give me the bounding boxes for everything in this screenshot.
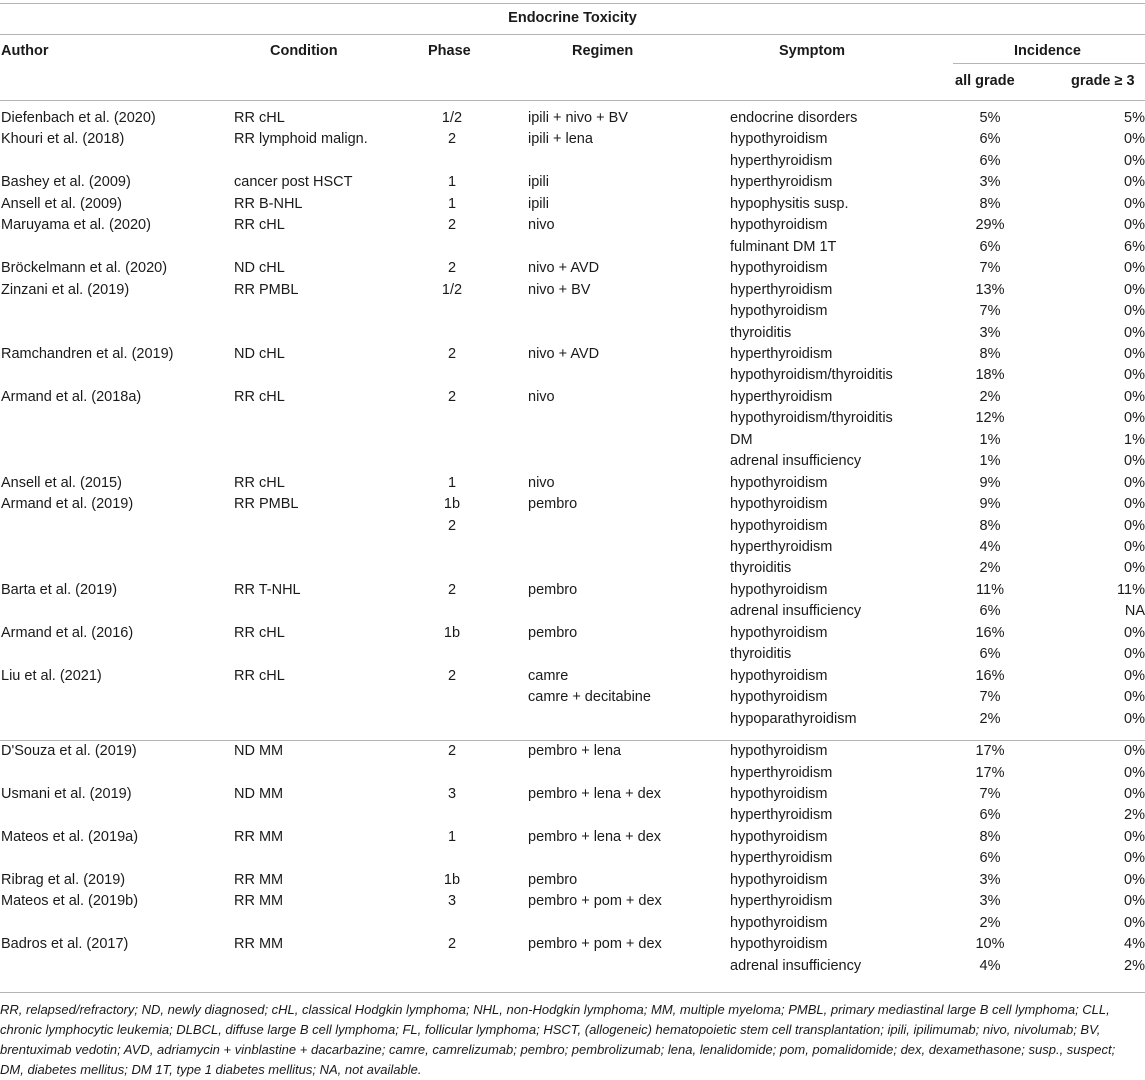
cell-grade3: 0%	[1124, 871, 1145, 888]
cell-phase: 1	[447, 174, 457, 191]
cell-condition: RR T-NHL	[234, 581, 301, 598]
cell-symptom: hypoparathyroidism	[730, 710, 857, 727]
cell-phase: 1b	[443, 496, 461, 513]
cell-symptom: hypothyroidism	[730, 217, 828, 234]
cell-grade3: 0%	[1124, 764, 1145, 781]
cell-phase: 1	[447, 828, 457, 845]
cell-symptom: hypothyroidism	[730, 517, 828, 534]
cell-grade3: 0%	[1124, 324, 1145, 341]
cell-symptom: hypothyroidism	[730, 496, 828, 513]
cell-phase: 2	[447, 743, 457, 760]
cell-grade3: 0%	[1124, 131, 1145, 148]
cell-grade3: 0%	[1124, 539, 1145, 555]
cell-all-grade: 4%	[979, 539, 1001, 555]
table-row	[0, 582, 1145, 603]
table-bottom-rule	[0, 992, 1145, 993]
cell-regimen: pembro	[528, 624, 578, 641]
cell-all-grade: 13%	[975, 281, 1005, 298]
cell-phase: 1	[447, 195, 457, 212]
cell-symptom: hyperthyroidism	[730, 388, 833, 405]
cell-condition: ND cHL	[234, 345, 285, 362]
cell-all-grade: 11%	[976, 581, 1004, 598]
cell-grade3: 4%	[1124, 936, 1145, 953]
header-symptom: Symptom	[779, 43, 846, 59]
cell-phase: 2	[447, 581, 457, 598]
table-row	[0, 496, 1145, 517]
cell-all-grade: 4%	[979, 957, 1001, 974]
cell-symptom: thyroiditis	[730, 324, 792, 341]
cell-grade3: 0%	[1124, 828, 1145, 845]
table-row	[0, 239, 1145, 260]
header-phase: Phase	[428, 43, 471, 59]
cell-phase: 2	[447, 517, 457, 534]
cell-all-grade: 1%	[979, 453, 1001, 470]
cell-regimen: pembro + pom + dex	[528, 893, 662, 910]
table-title: Endocrine Toxicity	[508, 10, 637, 26]
cell-phase: 2	[447, 260, 457, 277]
cell-all-grade: 8%	[979, 345, 1001, 362]
cell-symptom: fulminant DM 1T	[730, 238, 837, 255]
cell-regimen: ipili	[528, 174, 549, 191]
header-all-grade: all grade	[955, 73, 1015, 89]
table-row	[0, 153, 1145, 174]
cell-all-grade: 6%	[979, 850, 1001, 867]
cell-symptom: hypothyroidism	[730, 131, 828, 148]
cell-author: Badros et al. (2017)	[1, 936, 129, 953]
cell-symptom: hypothyroidism	[730, 828, 828, 845]
cell-all-grade: 6%	[979, 238, 1001, 255]
cell-grade3: NA	[1124, 603, 1145, 620]
cell-condition: RR PMBL	[234, 281, 299, 298]
table-row	[0, 807, 1145, 828]
cell-author: Ramchandren et al. (2019)	[1, 345, 174, 362]
cell-author: Ansell et al. (2015)	[1, 474, 122, 491]
cell-grade3: 0%	[1124, 195, 1145, 212]
cell-grade3: 2%	[1124, 807, 1145, 824]
cell-condition: RR cHL	[234, 217, 285, 234]
cell-grade3: 0%	[1124, 517, 1145, 534]
cell-all-grade: 6%	[979, 131, 1001, 148]
cell-all-grade: 16%	[975, 667, 1005, 684]
cell-condition: RR cHL	[234, 110, 285, 126]
cell-all-grade: 12%	[975, 410, 1005, 427]
table-row	[0, 453, 1145, 474]
cell-symptom: hyperthyroidism	[730, 807, 833, 824]
cell-symptom: hyperthyroidism	[730, 174, 833, 191]
cell-condition: RR cHL	[234, 474, 285, 491]
cell-phase: 2	[447, 936, 457, 953]
table-row	[0, 689, 1145, 710]
cell-symptom: hypothyroidism/thyroiditis	[730, 367, 893, 384]
cell-regimen: ipili	[528, 195, 549, 212]
table-row	[0, 389, 1145, 410]
cell-grade3: 0%	[1124, 646, 1145, 663]
cell-condition: RR B-NHL	[234, 195, 303, 212]
cell-author: Khouri et al. (2018)	[1, 131, 125, 148]
table-row	[0, 603, 1145, 624]
cell-grade3: 0%	[1124, 410, 1145, 427]
cell-symptom: endocrine disorders	[730, 110, 858, 126]
cell-condition: ND MM	[234, 785, 284, 802]
cell-author: Usmani et al. (2019)	[1, 785, 132, 802]
cell-all-grade: 8%	[979, 828, 1001, 845]
cell-all-grade: 8%	[979, 517, 1001, 534]
cell-all-grade: 6%	[979, 807, 1001, 824]
cell-grade3: 0%	[1124, 453, 1145, 470]
cell-grade3: 0%	[1124, 850, 1145, 867]
table-row	[0, 711, 1145, 732]
table-row	[0, 518, 1145, 539]
cell-regimen: pembro + lena + dex	[528, 828, 662, 845]
cell-author: Liu et al. (2021)	[1, 667, 102, 684]
cell-all-grade: 3%	[979, 174, 1001, 191]
cell-author: Ansell et al. (2009)	[1, 195, 122, 212]
cell-all-grade: 3%	[979, 871, 1001, 888]
cell-grade3: 6%	[1124, 238, 1145, 255]
cell-all-grade: 6%	[979, 646, 1001, 663]
cell-symptom: hypothyroidism/thyroiditis	[730, 410, 893, 427]
cell-all-grade: 17%	[975, 764, 1005, 781]
cell-grade3: 0%	[1124, 260, 1145, 277]
table-row	[0, 131, 1145, 152]
cell-symptom: hypothyroidism	[730, 689, 828, 706]
table-row	[0, 786, 1145, 807]
cell-symptom: hypothyroidism	[730, 474, 828, 491]
cell-author: Bröckelmann et al. (2020)	[1, 260, 168, 277]
cell-all-grade: 7%	[979, 689, 1001, 706]
cell-author: Bashey et al. (2009)	[1, 174, 131, 191]
cell-condition: RR PMBL	[234, 496, 299, 513]
cell-all-grade: 8%	[979, 195, 1001, 212]
cell-condition: cancer post HSCT	[234, 174, 353, 191]
cell-symptom: DM	[730, 431, 753, 448]
table-row	[0, 217, 1145, 238]
cell-phase: 1b	[443, 624, 461, 641]
cell-condition: RR cHL	[234, 667, 285, 684]
cell-all-grade: 29%	[975, 217, 1005, 234]
cell-symptom: hyperthyroidism	[730, 893, 833, 910]
cell-symptom: hypothyroidism	[730, 581, 828, 598]
table-row	[0, 346, 1145, 367]
cell-symptom: thyroiditis	[730, 646, 792, 663]
header-author: Author	[1, 43, 49, 59]
cell-regimen: pembro	[528, 871, 578, 888]
cell-grade3: 0%	[1124, 367, 1145, 384]
cell-symptom: hypothyroidism	[730, 743, 828, 760]
cell-condition: RR MM	[234, 871, 284, 888]
cell-grade3: 0%	[1124, 710, 1145, 727]
cell-phase: 3	[447, 785, 457, 802]
cell-phase: 2	[447, 131, 457, 148]
table-row	[0, 475, 1145, 496]
cell-condition: ND MM	[234, 743, 284, 760]
cell-condition: RR lymphoid malign.	[234, 131, 368, 148]
cell-symptom: adrenal insufficiency	[730, 957, 862, 974]
table-row	[0, 539, 1145, 560]
header-regimen: Regimen	[572, 43, 634, 59]
table-row	[0, 410, 1145, 431]
incidence-rule	[953, 63, 1145, 64]
cell-regimen: ipili + lena	[528, 131, 593, 148]
table-row	[0, 850, 1145, 871]
cell-phase: 3	[447, 893, 457, 910]
cell-symptom: hyperthyroidism	[730, 539, 833, 555]
cell-regimen: camre + decitabine	[528, 689, 651, 706]
header-incidence: Incidence	[1014, 43, 1081, 59]
table-row	[0, 893, 1145, 914]
cell-grade3: 0%	[1124, 893, 1145, 910]
cell-symptom: hyperthyroidism	[730, 281, 833, 298]
table-row	[0, 196, 1145, 217]
cell-grade3: 0%	[1124, 496, 1145, 513]
group-separator-rule	[0, 740, 1145, 741]
cell-phase: 2	[447, 388, 457, 405]
table-row	[0, 260, 1145, 281]
cell-regimen: pembro + lena + dex	[528, 785, 662, 802]
cell-regimen: nivo + AVD	[528, 260, 600, 277]
cell-all-grade: 7%	[979, 303, 1001, 320]
table-top-rule	[0, 3, 1145, 4]
cell-symptom: hypothyroidism	[730, 260, 828, 277]
table-row	[0, 282, 1145, 303]
cell-all-grade: 2%	[979, 388, 1001, 405]
table-row	[0, 303, 1145, 324]
table-row	[0, 829, 1145, 850]
cell-regimen: nivo + BV	[528, 281, 591, 298]
table-row	[0, 765, 1145, 786]
cell-symptom: hypothyroidism	[730, 936, 828, 953]
cell-author: Armand et al. (2018a)	[1, 388, 142, 405]
table-row	[0, 110, 1145, 131]
cell-regimen: pembro	[528, 496, 578, 513]
header-rule	[0, 100, 1145, 101]
cell-condition: RR MM	[234, 828, 284, 845]
cell-author: Ribrag et al. (2019)	[1, 871, 126, 888]
cell-grade3: 0%	[1124, 474, 1145, 491]
cell-author: Zinzani et al. (2019)	[1, 281, 130, 298]
cell-grade3: 0%	[1124, 217, 1145, 234]
cell-author: Maruyama et al. (2020)	[1, 217, 151, 234]
cell-phase: 1b	[443, 871, 461, 888]
table-row	[0, 958, 1145, 979]
table-row	[0, 432, 1145, 453]
cell-symptom: adrenal insufficiency	[730, 453, 862, 470]
cell-all-grade: 18%	[975, 367, 1005, 384]
cell-phase: 1/2	[441, 110, 463, 126]
cell-all-grade: 17%	[975, 743, 1005, 760]
cell-all-grade: 3%	[979, 324, 1001, 341]
table-row	[0, 560, 1145, 581]
cell-grade3: 0%	[1124, 345, 1145, 362]
cell-symptom: hypothyroidism	[730, 785, 828, 802]
cell-symptom: adrenal insufficiency	[730, 603, 862, 620]
cell-regimen: ipili + nivo + BV	[528, 110, 628, 126]
table-row	[0, 872, 1145, 893]
table-row	[0, 646, 1145, 667]
cell-all-grade: 2%	[979, 914, 1001, 931]
header-condition: Condition	[270, 43, 338, 59]
cell-grade3: 0%	[1124, 914, 1145, 931]
cell-all-grade: 1%	[979, 431, 1001, 448]
cell-symptom: hypothyroidism	[730, 624, 828, 641]
cell-all-grade: 7%	[979, 260, 1001, 277]
cell-author: Barta et al. (2019)	[1, 581, 118, 598]
header-grade3: grade ≥ 3	[1071, 73, 1135, 89]
cell-symptom: thyroiditis	[730, 560, 792, 577]
table-row	[0, 743, 1145, 764]
cell-regimen: nivo	[528, 388, 555, 405]
cell-regimen: pembro + pom + dex	[528, 936, 662, 953]
cell-all-grade: 7%	[979, 785, 1001, 802]
cell-condition: RR cHL	[234, 624, 285, 641]
cell-symptom: hyperthyroidism	[730, 764, 833, 781]
cell-regimen: nivo + AVD	[528, 345, 600, 362]
table-row	[0, 668, 1145, 689]
cell-phase: 1	[447, 474, 457, 491]
cell-grade3: 0%	[1124, 743, 1145, 760]
cell-grade3: 0%	[1124, 667, 1145, 684]
cell-symptom: hypothyroidism	[730, 914, 828, 931]
cell-grade3: 2%	[1124, 957, 1145, 974]
cell-symptom: hyperthyroidism	[730, 345, 833, 362]
cell-condition: ND cHL	[234, 260, 285, 277]
cell-grade3: 5%	[1124, 110, 1145, 126]
cell-all-grade: 9%	[979, 496, 1001, 513]
cell-author: Mateos et al. (2019a)	[1, 828, 139, 845]
cell-regimen: camre	[528, 667, 569, 684]
table-footnote: RR, relapsed/refractory; ND, newly diagnosed; cHL, classical Hodgkin lymphoma; NHL, non-Hodgkin lymphoma; MM, multiple myeloma; PMBL, primary mediastinal large B cell lymphoma; CLL, chronic lymphocytic leukemia; DLBCL, diffuse large B cell lymphoma; FL, follicular lymphoma; HSCT, (allogeneic) hematopoietic stem cell transplantation; ipili, ipilimumab; nivo, nivolumab; BV, brentuximab vedotin; AVD, adriamycin + vinblastine + dacarbazine; camre, camrelizumab; pembro; pembrolizumab; lena, lenalidomide; pom, pomalidomide; dex, dexamethasone; susp., suspect; DM, diabetes mellitus; DM 1T, type 1 diabetes mellitus; NA, not available.	[0, 1002, 1116, 1077]
cell-grade3: 11%	[1117, 581, 1145, 598]
cell-grade3: 0%	[1124, 624, 1145, 641]
cell-author: Armand et al. (2016)	[1, 624, 134, 641]
cell-regimen: pembro	[528, 581, 578, 598]
cell-grade3: 0%	[1124, 303, 1145, 320]
cell-grade3: 0%	[1124, 174, 1145, 191]
cell-symptom: hypothyroidism	[730, 667, 828, 684]
cell-symptom: hypothyroidism	[730, 871, 828, 888]
cell-all-grade: 10%	[975, 936, 1005, 953]
cell-all-grade: 6%	[979, 603, 1001, 620]
cell-author: Mateos et al. (2019b)	[1, 893, 139, 910]
cell-author: D'Souza et al. (2019)	[1, 743, 137, 760]
cell-author: Armand et al. (2019)	[1, 496, 134, 513]
table-row	[0, 625, 1145, 646]
cell-condition: RR cHL	[234, 388, 285, 405]
cell-all-grade: 5%	[979, 110, 1001, 126]
cell-grade3: 0%	[1124, 689, 1145, 706]
table-row	[0, 936, 1145, 957]
table-row	[0, 367, 1145, 388]
cell-regimen: nivo	[528, 474, 555, 491]
table-row	[0, 915, 1145, 936]
cell-all-grade: 16%	[975, 624, 1005, 641]
cell-all-grade: 2%	[979, 560, 1001, 577]
title-rule	[0, 34, 1145, 35]
cell-phase: 2	[447, 217, 457, 234]
cell-regimen: pembro + lena	[528, 743, 622, 760]
cell-all-grade: 9%	[979, 474, 1001, 491]
cell-author: Diefenbach et al. (2020)	[1, 110, 156, 126]
cell-symptom: hypophysitis susp.	[730, 195, 849, 212]
cell-grade3: 0%	[1124, 281, 1145, 298]
cell-phase: 2	[447, 667, 457, 684]
cell-condition: RR MM	[234, 893, 284, 910]
cell-phase: 1/2	[441, 281, 463, 298]
table-row	[0, 174, 1145, 195]
cell-phase: 2	[447, 345, 457, 362]
cell-symptom: hyperthyroidism	[730, 152, 833, 169]
cell-all-grade: 2%	[979, 710, 1001, 727]
cell-regimen: nivo	[528, 217, 555, 234]
cell-condition: RR MM	[234, 936, 284, 953]
cell-grade3: 0%	[1124, 152, 1145, 169]
cell-grade3: 0%	[1124, 560, 1145, 577]
cell-grade3: 0%	[1124, 785, 1145, 802]
cell-grade3: 1%	[1124, 431, 1145, 448]
cell-grade3: 0%	[1124, 388, 1145, 405]
cell-symptom: hypothyroidism	[730, 303, 828, 320]
cell-all-grade: 3%	[979, 893, 1001, 910]
table-row	[0, 325, 1145, 346]
cell-all-grade: 6%	[979, 152, 1001, 169]
cell-symptom: hyperthyroidism	[730, 850, 833, 867]
